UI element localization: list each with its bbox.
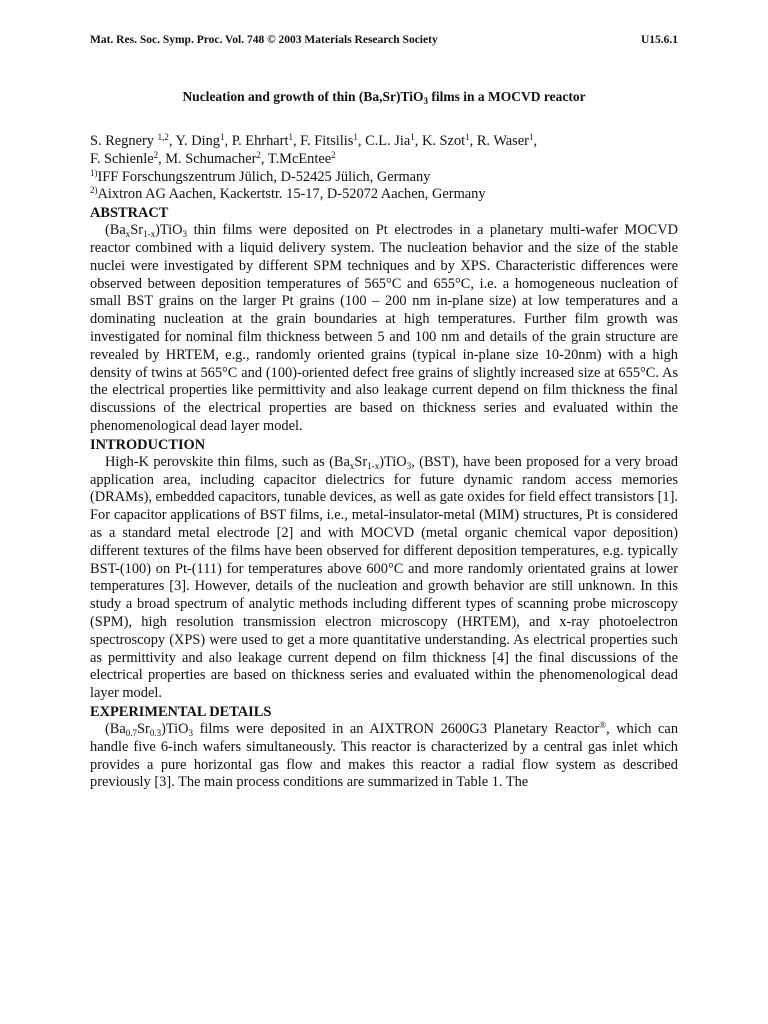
formula-part: )TiO bbox=[155, 222, 183, 239]
introduction-heading: INTRODUCTION bbox=[90, 436, 206, 453]
formula-part: )TiO bbox=[161, 720, 189, 737]
affiliation-mark: 2) bbox=[90, 185, 98, 196]
formula-subscript: 3 bbox=[188, 727, 194, 738]
experimental-text-start: films were deposited in an AIXTRON 2600G3 Planetary Reactor bbox=[193, 720, 600, 737]
affiliation-text: Aixtron AG Aachen, Kackertstr. 15-17, D-52072 Aachen, Germany bbox=[97, 186, 486, 203]
formula-subscript: x bbox=[349, 460, 355, 471]
formula-part: Sr bbox=[130, 222, 144, 239]
formula-part: (Ba bbox=[105, 222, 126, 239]
affiliation-1 bbox=[90, 169, 678, 187]
formula-part: Sr bbox=[137, 720, 150, 737]
introduction-paragraph bbox=[90, 454, 678, 703]
formula-subscript: 3 bbox=[406, 460, 412, 471]
author-name: , C.L. Jia bbox=[357, 133, 411, 149]
author-block bbox=[90, 133, 678, 204]
formula-subscript: 1-x bbox=[367, 460, 380, 471]
journal-citation: Mat. Res. Soc. Symp. Proc. Vol. 748 © 2003 Materials Research Society bbox=[90, 34, 438, 46]
title-text: Nucleation and growth of thin (Ba,Sr)TiO bbox=[182, 89, 424, 104]
affiliation-mark: 1) bbox=[90, 167, 98, 178]
registered-mark: ® bbox=[599, 719, 607, 730]
author-affiliation-mark: 1 bbox=[220, 132, 225, 142]
author-affiliation-mark: 2 bbox=[153, 149, 159, 160]
running-header bbox=[90, 32, 678, 48]
author-affiliation-mark: 1 bbox=[353, 132, 358, 142]
experimental-heading: EXPERIMENTAL DETAILS bbox=[90, 703, 272, 720]
abstract-text: thin films were deposited on Pt electrodes in a planetary multi-wafer MOCVD reactor combined with a liquid delivery system. The nucleation behavior and the size of the stable nuclei were investigated by different SPM techniques and by XPS. Characteristic differences were observed between deposition temperatures of 565°C and 655°C, i.e. a homogeneous nucleation of small BST grains on the larger Pt grains (100 – 200 nm in-plane size) at low temperatures and a dominating nucleation at the grain boundaries at high temperatures. Further film growth was investigated for nominal film thickness between 5 and 100 nm and details of the grain structure are revealed by HRTEM, e.g., randomly oriented grains (typical in-plane size 10-20nm) with a high density of twins at 565°C and (100)-oriented defect free grains of slightly increased size at 655°C. As the electrical properties like permittivity and also leakage current depend on film thickness the final discussions of the electrical properties are based on thickness series and evaluated within the phenomenological dead layer model. bbox=[90, 222, 678, 434]
title-text-end: films in a MOCVD reactor bbox=[427, 89, 586, 104]
affiliation-2 bbox=[90, 186, 678, 204]
intro-text: , (BST), have been proposed for a very broad application area, including capacitor dielectrics for future dynamic random access memories (DRAMs), embedded capacitors, tunable devices, as well as gate oxides for field effect transistors [1]. For capacitor applications of BST films, i.e., metal-insulator-metal (MIM) structures, Pt is considered as a standard metal electrode [2] and with MOCVD (metal organic chemical vapor deposition) different textures of the films have been observed for different deposition temperatures, e.g. typically BST-(100) on Pt-(111) for temperatures above 600°C and more randomly orientated grains at lower temperatures [3]. However, details of the nucleation and growth behavior are still unknown. In this study a broad spectrum of analytic methods including different types of scanning probe microscopy (SPM), high resolution transmission electron microscopy (HRTEM), and x-ray photoelectron spectroscopy (XPS) were used to get a more quantitative understanding. As electrical properties such as permittivity and also leakage current depend on film thickness [4] the final discussions of the electrical properties are based on thickness series and evaluated within the phenomenological dead layer model. bbox=[90, 453, 678, 702]
author-affiliation-mark: 1,2 bbox=[157, 132, 169, 142]
abstract-heading: ABSTRACT bbox=[90, 205, 169, 222]
author-name: , M. Schumacher bbox=[158, 150, 257, 167]
author-affiliation-mark: 1 bbox=[288, 132, 293, 142]
author-name: , T.McEntee bbox=[260, 150, 332, 167]
affiliation-text: IFF Forschungszentrum Jülich, D-52425 Jülich, Germany bbox=[97, 168, 431, 185]
author-affiliation-mark: 2 bbox=[256, 149, 261, 160]
author-affiliation-mark: 1 bbox=[528, 132, 534, 142]
experimental-text: , which can handle five 6-inch wafers simultaneously. This reactor is characterized by a central gas inlet which provides a pure horizontal gas flow and makes this reactor a radial flow system as described previously [3]. The main process conditions are summarized in Table 1. The bbox=[90, 720, 679, 791]
author-name: F. Schienle bbox=[90, 150, 154, 167]
formula-subscript: 3 bbox=[182, 229, 188, 240]
author-affiliation-mark: 1 bbox=[465, 132, 470, 142]
formula-part: Sr bbox=[354, 453, 368, 470]
formula-subscript: x bbox=[125, 229, 131, 240]
formula-subscript: 0.7 bbox=[125, 727, 138, 738]
author-name: , K. Szot bbox=[414, 133, 466, 149]
intro-text-start: High-K perovskite thin films, such as (Ba bbox=[105, 453, 350, 470]
experimental-paragraph bbox=[90, 721, 678, 792]
abstract-paragraph bbox=[90, 222, 678, 436]
author-name: S. Regnery bbox=[90, 133, 158, 149]
author-name: , P. Ehrhart bbox=[224, 133, 289, 149]
formula-subscript: 1-x bbox=[143, 229, 156, 240]
author-affiliation-mark: 1 bbox=[410, 132, 415, 142]
paper-title bbox=[90, 88, 678, 105]
author-name: , R. Waser bbox=[469, 133, 529, 149]
formula-part: )TiO bbox=[379, 453, 407, 470]
formula-subscript: 0.3 bbox=[149, 727, 162, 738]
author-name: , F. Fitsilis bbox=[292, 133, 354, 149]
author-line-2 bbox=[90, 151, 678, 169]
page-number: U15.6.1 bbox=[640, 34, 678, 46]
formula-part: (Ba bbox=[105, 720, 126, 737]
author-name: , Y. Ding bbox=[168, 133, 220, 149]
author-affiliation-mark: 2 bbox=[331, 149, 336, 160]
title-subscript: 3 bbox=[423, 96, 428, 106]
author-line-1 bbox=[90, 133, 678, 151]
author-separator: , bbox=[533, 133, 538, 149]
